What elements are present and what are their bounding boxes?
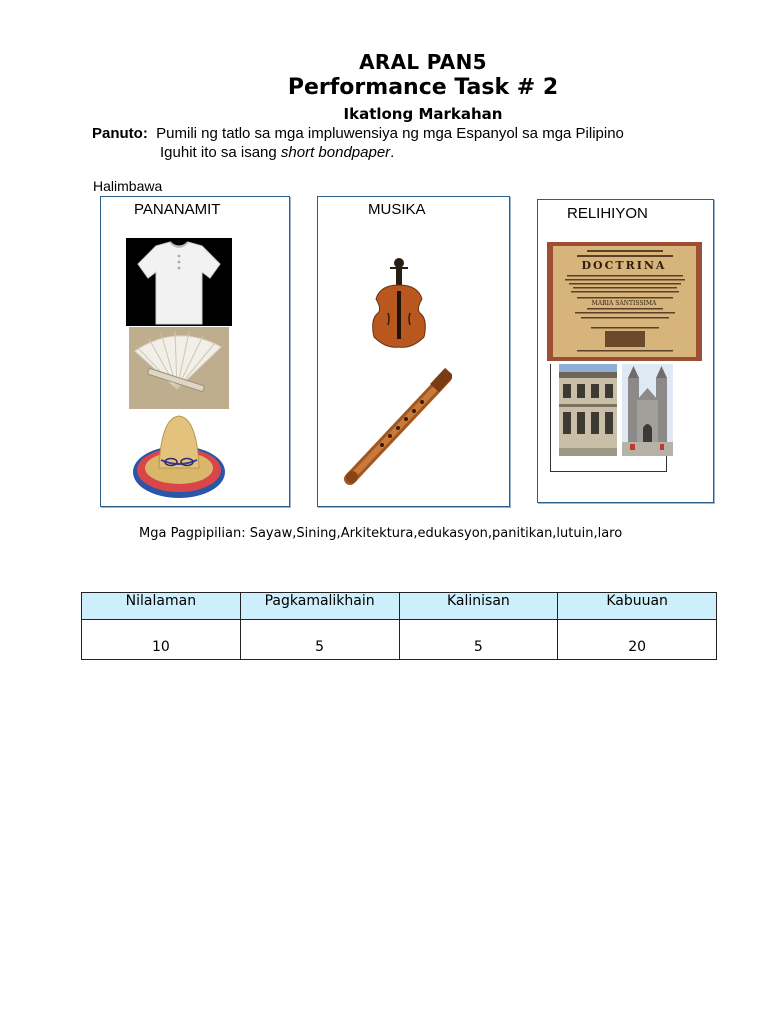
choices-text: Mga Pagpipilian: Sayaw,Sining,Arkitektura,edukasyon,panitikan,lutuin,laro — [139, 526, 623, 541]
recorder-flute-picture — [342, 365, 452, 489]
instructions-emphasis: short bondpaper — [280, 144, 391, 161]
pananamit-box — [100, 196, 290, 507]
rubric-header-cell: Kalinisan — [399, 593, 558, 620]
doctrina-book-picture — [547, 242, 702, 361]
example-label: Halimbawa — [93, 178, 163, 194]
rubric-header-cell: Kabuuan — [558, 593, 717, 620]
church-picture — [622, 364, 673, 456]
rubric-score-cell: 10 — [82, 620, 241, 660]
pananamit-label: PANANAMIT — [134, 201, 221, 218]
rubric-score-cell: 5 — [399, 620, 558, 660]
violin-picture — [352, 257, 446, 351]
sombrero-hat-picture — [131, 412, 227, 502]
instructions-text-2: Iguhit ito sa isang — [160, 144, 281, 161]
rubric-header-cell: Pagkamalikhain — [240, 593, 399, 620]
instructions-period: . — [390, 144, 395, 161]
instructions-line-2 — [92, 143, 624, 162]
folding-fan-picture — [129, 327, 229, 409]
task-title: Performance Task # 2 — [287, 75, 559, 100]
relihiyon-label: RELIHIYON — [567, 205, 648, 222]
instructions-line-1 — [92, 124, 624, 143]
musika-label: MUSIKA — [368, 201, 426, 218]
rubric-header-cell: Nilalaman — [82, 593, 241, 620]
colonial-building-picture — [559, 364, 617, 456]
rubric-table — [81, 592, 717, 660]
subject-title: ARAL PAN5 — [359, 50, 487, 74]
quarter-title: Ikatlong Markahan — [343, 105, 503, 123]
rubric-score-cell: 5 — [240, 620, 399, 660]
rubric-score-cell: 20 — [558, 620, 717, 660]
white-shirt-picture — [126, 238, 232, 326]
musika-box — [317, 196, 510, 507]
rubric-header-row — [82, 593, 717, 620]
instructions-text-1: Pumili ng tatlo sa mga impluwensiya ng mga Espanyol sa mga Pilipino — [156, 125, 624, 142]
rubric-score-row — [82, 620, 717, 660]
book-title-text: DOCTRINA — [581, 259, 667, 272]
relihiyon-box — [537, 199, 714, 503]
instructions-label: Panuto: — [92, 125, 148, 142]
book-subtitle-text: MARIA SANTISSIMA — [591, 300, 657, 307]
instructions — [92, 124, 624, 162]
